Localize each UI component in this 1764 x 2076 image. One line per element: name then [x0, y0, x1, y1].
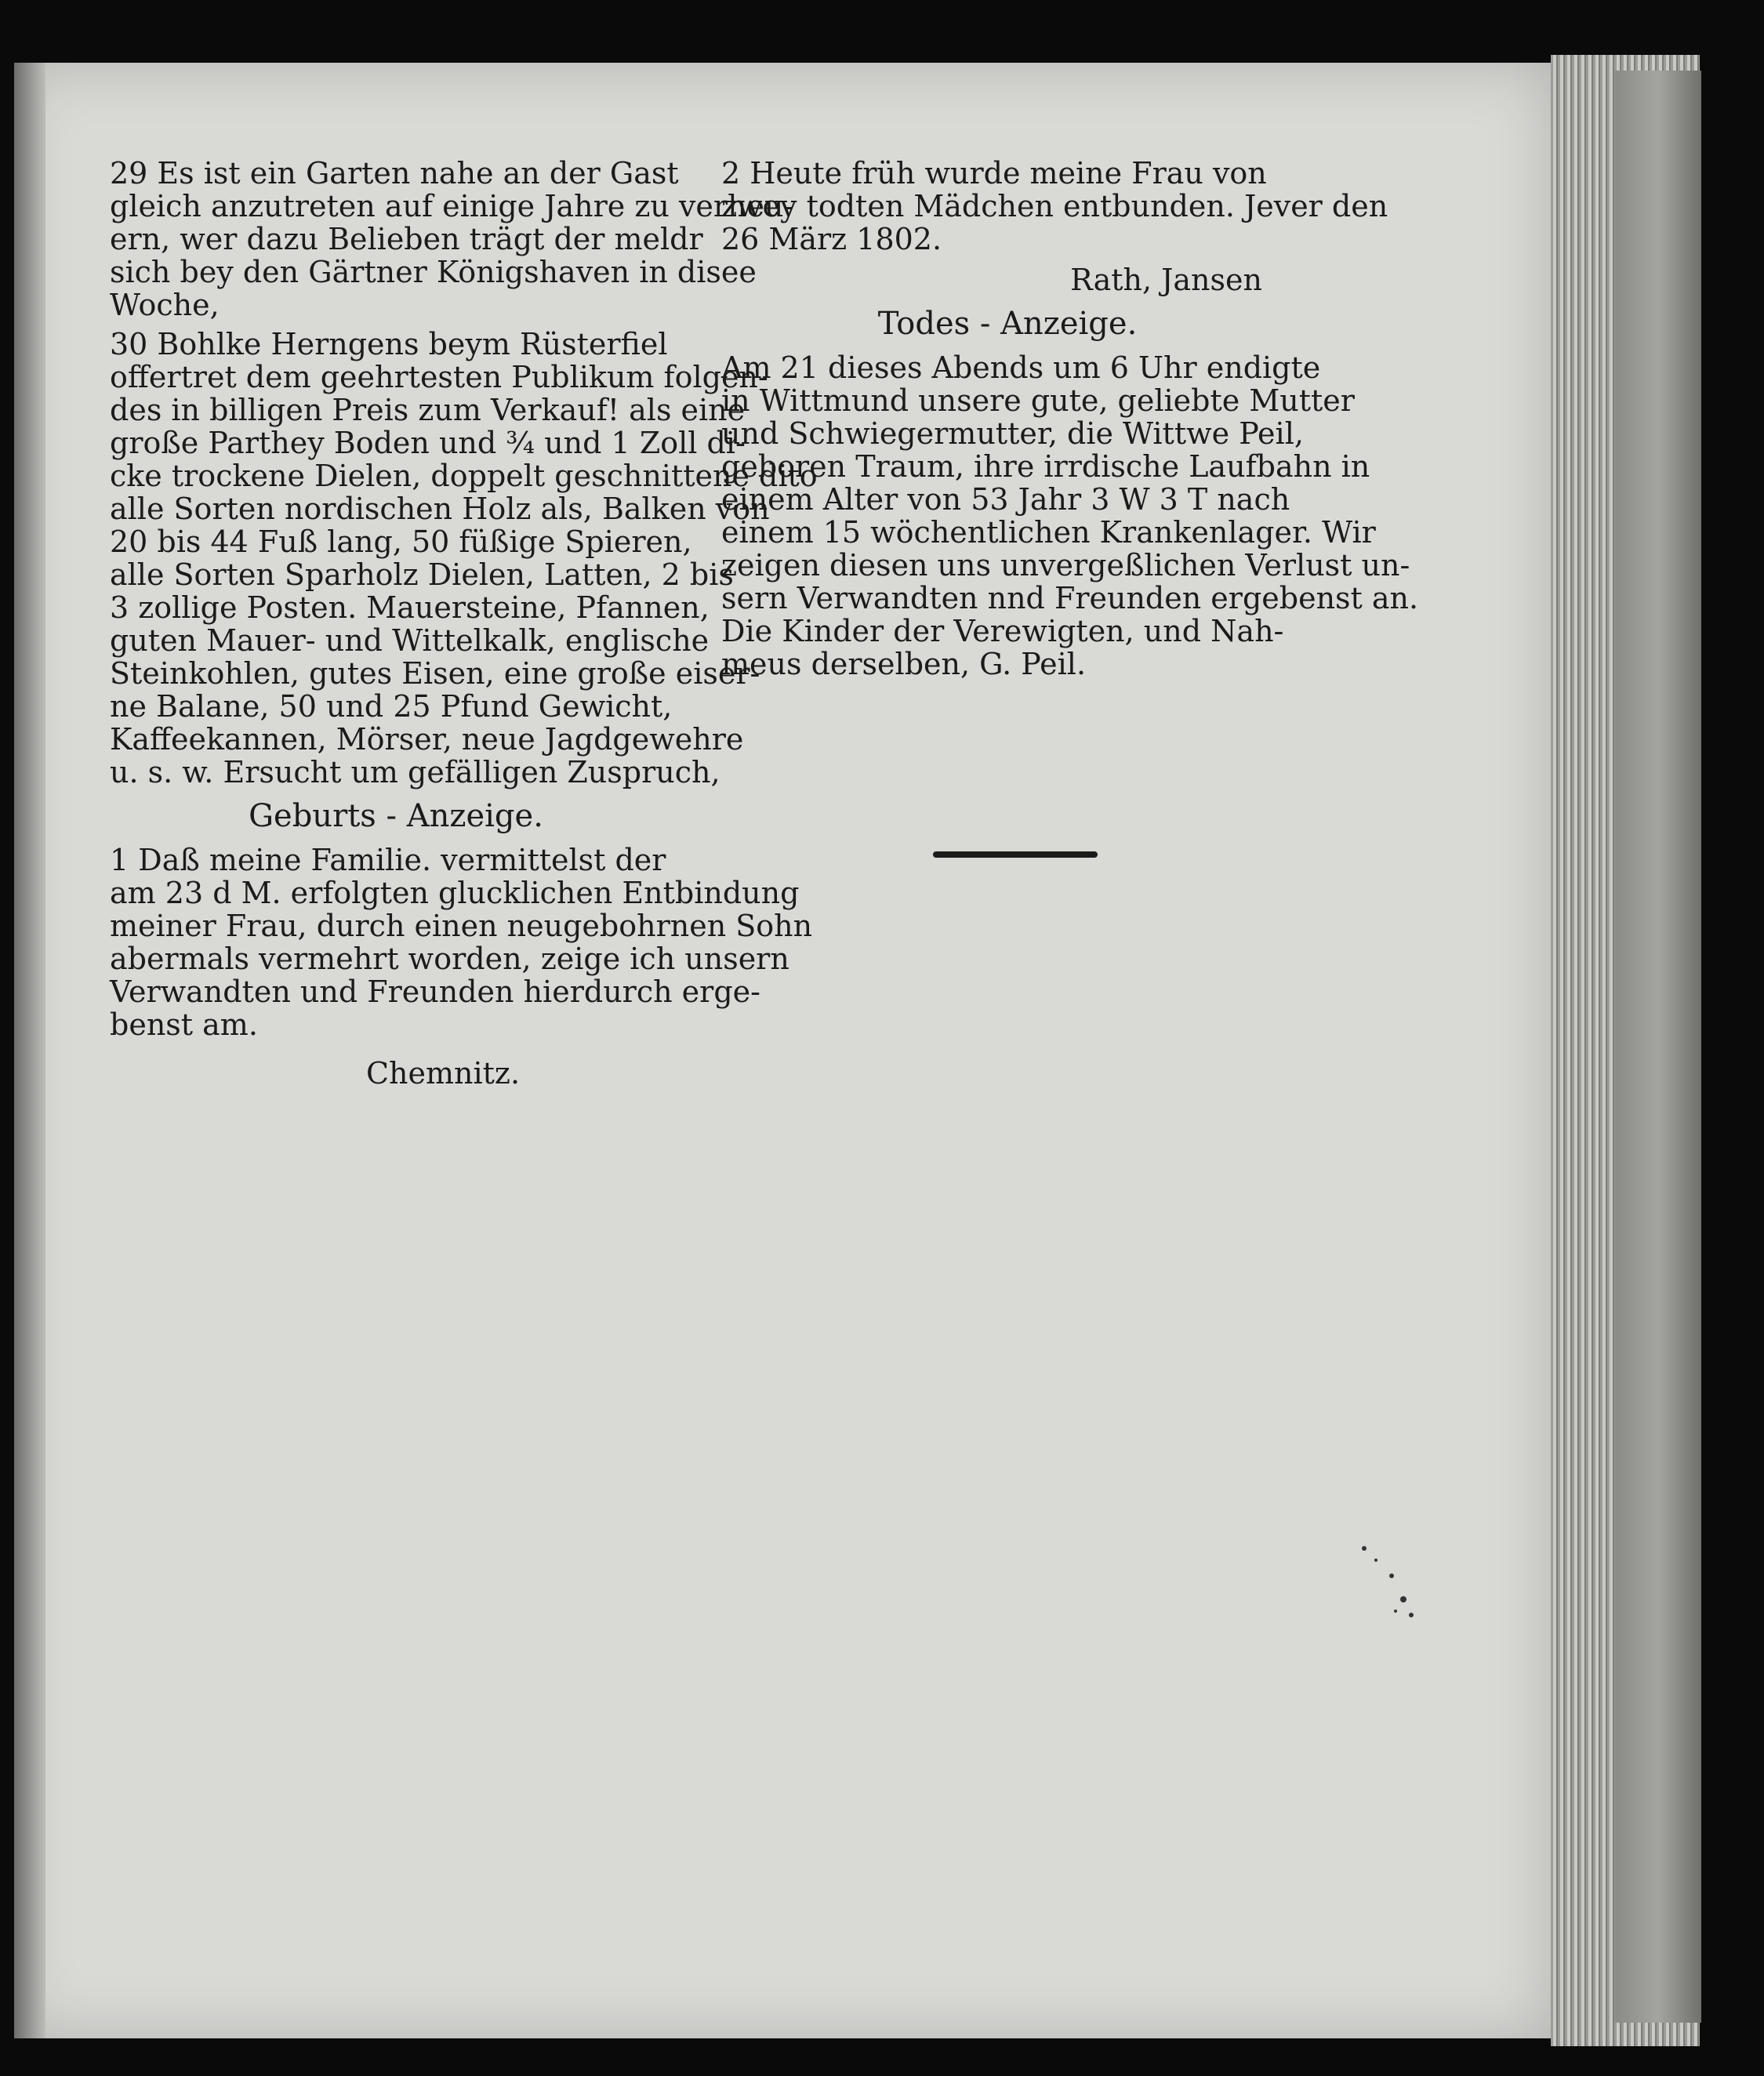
ink-specks [1348, 1537, 1427, 1631]
text-line: 1 Daß meine Familie. vermittelst der [110, 843, 666, 877]
text-line: einem 15 wöchentlichen Krankenlager. Wir [721, 515, 1376, 550]
text-line: Kaffeekannen, Mörser, neue Jagdgewehre [110, 722, 744, 757]
stillbirth-signature: Rath, Jansen [1070, 263, 1262, 297]
text-line: des in billigen Preis zum Verkauf! als eine [110, 393, 746, 427]
text-line: alle Sorten nordischen Holz als, Balken von [110, 492, 770, 526]
text-line: geboren Traum, ihre irrdische Laufbahn in [721, 449, 1370, 484]
text-line: Am 21 dieses Abends um 6 Uhr endigte [721, 350, 1321, 385]
text-line: meus derselben, G. Peil. [721, 647, 1087, 681]
text-line: Steinkohlen, gutes Eisen, eine große eiser- [110, 656, 760, 691]
text-line: zeigen diesen uns unvergeßlichen Verlust un- [721, 548, 1410, 583]
text-line: 3 zollige Posten. Mauersteine, Pfannen, [110, 590, 710, 625]
text-line: 26 März 1802. [721, 222, 942, 256]
text-line: alle Sorten Sparholz Dielen, Latten, 2 bis [110, 557, 734, 592]
text-line: gleich anzutreten auf einige Jahre zu verheu- [110, 189, 794, 223]
text-line: sern Verwandten nnd Freunden ergebenst an. [721, 581, 1419, 615]
text-line: 29 Es ist ein Garten nahe an der Gast [110, 156, 679, 191]
stillbirth-notice [721, 156, 1388, 256]
birth-announcement [110, 843, 813, 1042]
text-line: einem Alter von 53 Jahr 3 W 3 T nach [721, 482, 1290, 517]
text-line: ne Balane, 50 und 25 Pfund Gewicht, [110, 689, 673, 724]
text-line: abermals vermehrt worden, zeige ich unsern [110, 942, 789, 976]
text-line: benst am. [110, 1007, 258, 1042]
text-line: u. s. w. Ersucht um gefälligen Zuspruch, [110, 755, 720, 789]
garden-rental-notice [110, 156, 794, 322]
section-divider-rule [933, 851, 1098, 858]
text-line: zwey todten Mädchen entbunden. Jever den [721, 189, 1388, 223]
text-line: guten Mauer- und Wittelkalk, englische [110, 623, 710, 658]
binding-gutter [14, 63, 45, 2038]
text-line: meiner Frau, durch einen neugebohrnen Sohn [110, 909, 813, 943]
text-line: ern, wer dazu Belieben trägt der meldr [110, 222, 703, 256]
text-line: offertret dem geehrtesten Publikum folgen- [110, 360, 768, 394]
text-line: in Wittmund unsere gute, geliebte Mutter [721, 383, 1355, 418]
text-line: sich bey den Gärtner Königshaven in disee [110, 255, 757, 289]
death-announcement [721, 350, 1419, 681]
left-column [110, 156, 818, 1091]
text-line: 2 Heute früh wurde meine Frau von [721, 156, 1267, 191]
text-line: große Parthey Boden und ¾ und 1 Zoll di- [110, 426, 746, 460]
timber-sale-notice [110, 327, 818, 789]
text-line: Die Kinder der Verewigten, und Nah- [721, 614, 1284, 648]
text-line: 30 Bohlke Herngens beym Rüsterfiel [110, 327, 668, 361]
text-line: 20 bis 44 Fuß lang, 50 füßige Spieren, [110, 524, 692, 559]
birth-announcement-heading: Geburts - Anzeige. [249, 798, 543, 834]
text-line: und Schwiegermutter, die Wittwe Peil, [721, 416, 1304, 451]
death-announcement-heading: Todes - Anzeige. [877, 306, 1138, 342]
text-line: Woche, [110, 288, 220, 322]
book-cover-edge [1615, 71, 1701, 2023]
text-line: Verwandten und Freunden hierdurch erge- [110, 974, 760, 1009]
right-column [721, 156, 1419, 687]
text-line: am 23 d M. erfolgten glucklichen Entbindung [110, 876, 800, 910]
birth-signature: Chemnitz. [365, 1056, 521, 1091]
text-line: cke trockene Dielen, doppelt geschnittene dito [110, 459, 818, 493]
